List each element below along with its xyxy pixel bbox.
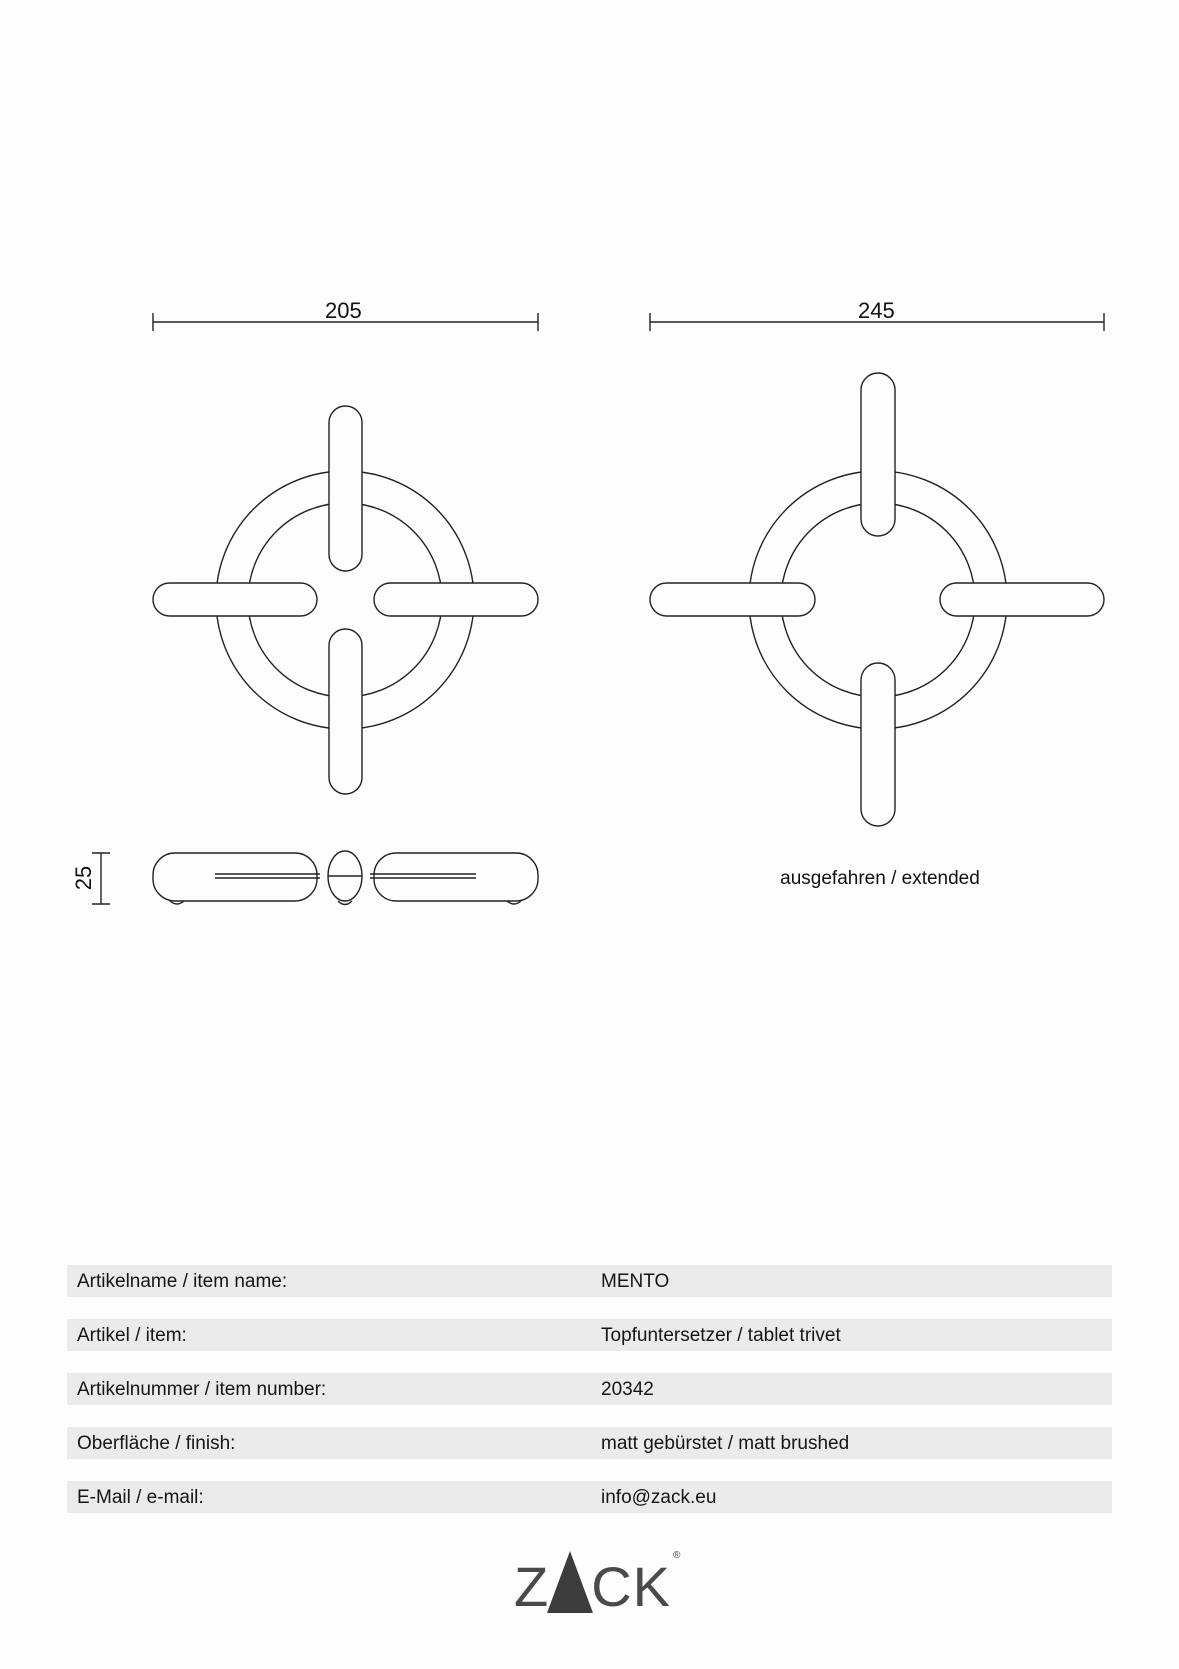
spec-label: Artikel / item: [77,1325,187,1346]
logo-triangle-icon [547,1551,593,1613]
trivet-side-view [153,851,538,905]
spec-row-item-number [67,1373,1112,1405]
spec-label: Artikelname / item name: [77,1271,288,1292]
trivet-top-view-extended [650,373,1104,826]
spec-row-item [67,1319,1112,1351]
dimension-label-205: 205 [325,298,362,323]
logo-letters-ck: CK [591,1555,672,1618]
spec-value: MENTO [601,1271,670,1292]
extended-caption: ausgefahren / extended [780,868,980,889]
dimension-label-25: 25 [71,865,97,891]
logo-letter-z: Z [514,1555,550,1618]
dimension-label-245: 245 [858,298,895,323]
spec-label: Oberfläche / finish: [77,1433,236,1454]
spec-row-item-name [67,1265,1112,1297]
spec-row-finish [67,1427,1112,1459]
spec-label: Artikelnummer / item number: [77,1379,327,1400]
zack-logo [514,1545,682,1618]
trivet-top-view-collapsed [153,406,538,794]
spec-value: 20342 [601,1379,654,1400]
spec-value[interactable]: info@zack.eu [601,1487,717,1508]
registered-mark: ® [673,1550,682,1561]
spec-label: E-Mail / e-mail: [77,1487,204,1508]
spec-row-email [67,1481,1112,1513]
spec-value: matt gebürstet / matt brushed [601,1433,850,1454]
spec-value: Topfuntersetzer / tablet trivet [601,1325,841,1346]
